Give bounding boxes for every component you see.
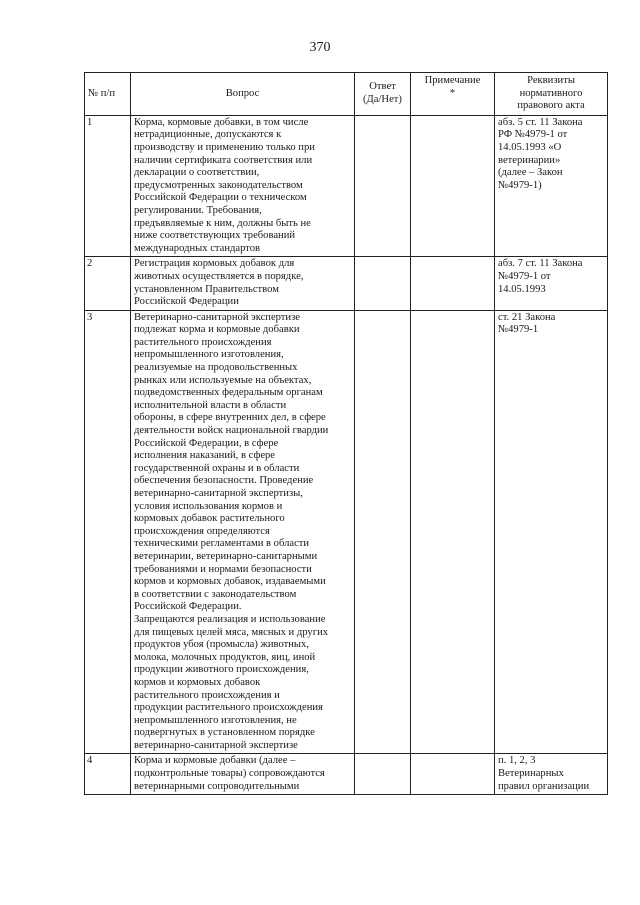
row-question: Корма, кормовые добавки, в том числе нетрадиционные, допускаются к производству и применению только при наличии сертификата соответствия или декларации о соответствии, предусмотренных законодательством Российской Федерации о техническом регулировании. Требования, предъявляемые к ним, должны быть не ниже соответствующих требований международных стандартов bbox=[131, 115, 355, 257]
header-question: Вопрос bbox=[131, 73, 355, 116]
row-requisites: абз. 5 ст. 11 Закона РФ №4979-1 от 14.05.1993 «О ветеринарии» (далее – Закон №4979-1) bbox=[495, 115, 608, 257]
row-answer bbox=[355, 257, 411, 310]
table-row bbox=[85, 115, 608, 257]
header-note: Примечание * bbox=[411, 73, 495, 116]
row-requisites: п. 1, 2, 3 Ветеринарных правил организации bbox=[495, 754, 608, 795]
row-note bbox=[411, 310, 495, 754]
row-requisites: ст. 21 Закона №4979-1 bbox=[495, 310, 608, 754]
row-requisites: абз. 7 ст. 11 Закона №4979-1 от 14.05.1993 bbox=[495, 257, 608, 310]
row-number: 1 bbox=[85, 115, 131, 257]
row-number: 4 bbox=[85, 754, 131, 795]
table-row bbox=[85, 754, 608, 795]
row-answer bbox=[355, 310, 411, 754]
table-header-row bbox=[85, 73, 608, 116]
header-requisites: Реквизиты нормативного правового акта bbox=[495, 73, 608, 116]
row-question: Регистрация кормовых добавок для животных осуществляется в порядке, установленном Правительством Российской Федерации bbox=[131, 257, 355, 310]
table-row bbox=[85, 310, 608, 754]
row-number: 2 bbox=[85, 257, 131, 310]
header-answer: Ответ (Да/Нет) bbox=[355, 73, 411, 116]
table-row bbox=[85, 257, 608, 310]
page-number: 370 bbox=[309, 40, 331, 55]
row-note bbox=[411, 754, 495, 795]
row-note bbox=[411, 115, 495, 257]
checklist-table bbox=[84, 72, 608, 795]
row-answer bbox=[355, 754, 411, 795]
row-answer bbox=[355, 115, 411, 257]
row-question: Ветеринарно-санитарной экспертизе подлежат корма и кормовые добавки растительного происхождения непромышленного изготовления, реализуемые на продовольственных рынках или используемые на объектах, подведомственных федеральным органам исполнительной власти в области обороны, в сфере внутренних дел, в сфере деятельности войск национальной гвардии Российской Федерации, в сфере исполнения наказаний, в сфере государственной охраны и в области обеспечения безопасности. Проведение ветеринарно-санитарной экспертизы, условия использования кормов и кормовых добавок растительного происхождения определяются техническими регламентами в области ветеринарии, ветеринарно-санитарными требованиями и нормами безопасности кормов и кормовых добавок, издаваемыми в соответствии с законодательством Российской Федерации. Запрещаются реализация и использование для пищевых целей мяса, мясных и других продуктов убоя (промысла) животных, молока, молочных продуктов, яиц, иной продукции животного происхождения, кормов и кормовых добавок растительного происхождения и продукции растительного происхождения непромышленного изготовления, не подвергнутых в установленном порядке ветеринарно-санитарной экспертизе bbox=[131, 310, 355, 754]
header-number: № п/п bbox=[85, 73, 131, 116]
row-note bbox=[411, 257, 495, 310]
row-number: 3 bbox=[85, 310, 131, 754]
row-question: Корма и кормовые добавки (далее – подконтрольные товары) сопровождаются ветеринарными сопроводительными bbox=[131, 754, 355, 795]
